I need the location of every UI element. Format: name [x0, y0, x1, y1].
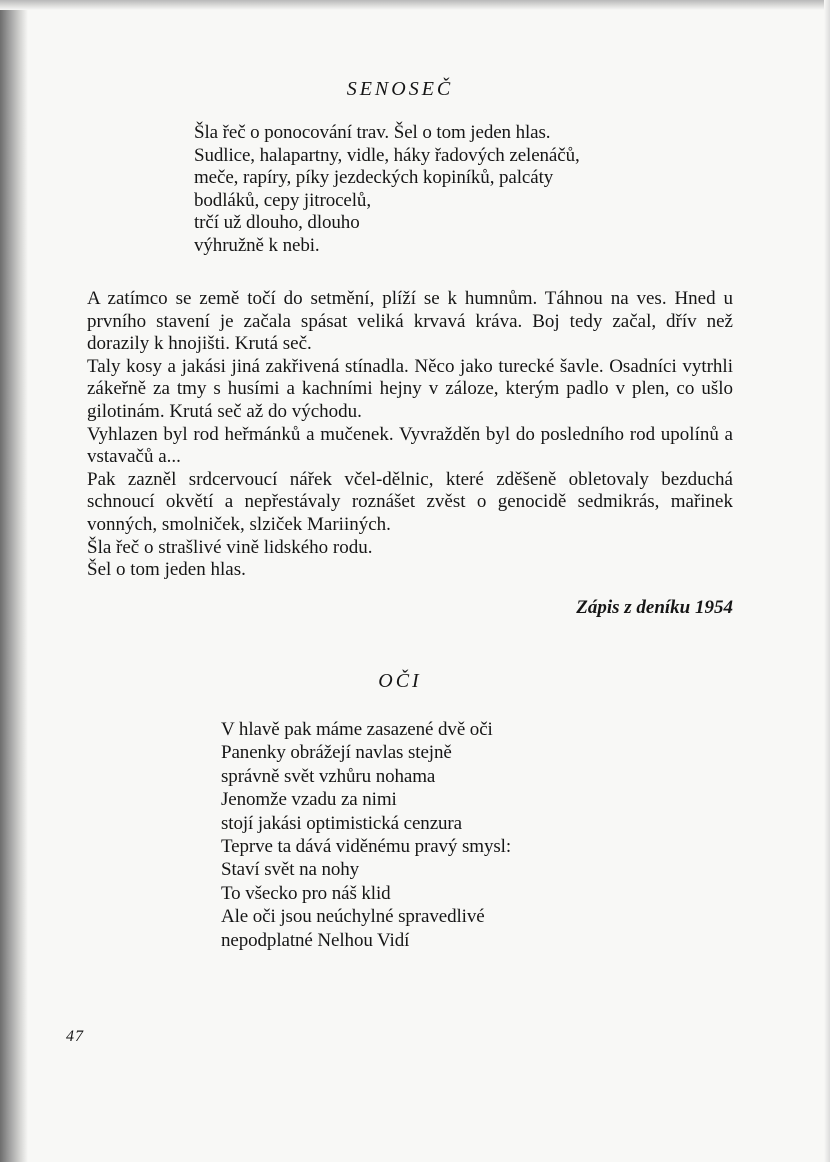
poem1-title: SENOSEČ [346, 78, 454, 100]
prose-paragraph: Šla řeč o strašlivé vině lidského rodu. [87, 536, 373, 558]
verse-line: nepodplatné Nelhou Vidí [221, 929, 410, 951]
verse-line: Staví svět na nohy [221, 859, 360, 881]
verse-line: bodláků, cepy jitrocelů, [194, 189, 371, 211]
poem1-prose [87, 288, 733, 582]
verse-line: Teprve ta dává viděnému pravý smysl: [221, 836, 512, 858]
right-edge-shadow [824, 0, 830, 1162]
verse-line: trčí už dlouho, dlouho [194, 212, 360, 234]
prose-paragraph: Šel o tom jeden hlas. [87, 559, 246, 581]
verse-line: výhružně k nebi. [194, 234, 320, 256]
prose-paragraph: Pak zazněl srdcervoucí nářek včel-dělnic, které zděšeně obletovaly bezduchá schnoucí okvětí a nepřestávaly roznášet zvěst o genocidě sedmikrás, mařinek vonných, smolniček, slziček Mariiných. [87, 468, 733, 535]
poem1-attribution: Zápis z deníku 1954 [576, 597, 733, 618]
verse-line: Jenomže vzadu za nimi [221, 789, 397, 811]
prose-paragraph: Vyhlazen byl rod heřmánků a mučenek. Vyvražděn byl do posledního rod upolínů a vstavačů a... [87, 423, 733, 468]
verse-line: Sudlice, halapartny, vidle, háky řadových zelenáčů, [194, 144, 580, 166]
poem2-verse [221, 718, 511, 952]
verse-line: Ale oči jsou neúchylné spravedlivé [221, 906, 485, 928]
verse-line: Panenky obrážejí navlas stejně [221, 742, 452, 764]
top-edge-shadow [0, 0, 830, 10]
verse-line: V hlavě pak máme zasazené dvě oči [221, 719, 493, 740]
verse-line: meče, rapíry, píky jezdeckých kopiníků, palcáty [194, 167, 554, 189]
verse-line: Šla řeč o ponocování trav. Šel o tom jeden hlas. [194, 122, 551, 143]
poem2-title: OČI [378, 670, 422, 692]
poem1-verse [194, 122, 580, 258]
prose-paragraph: A zatímco se země točí do setmění, plíží se k humnům. Táhnou na ves. Hned u prvního stavení je začala spásat veliká krvavá kráva. Boj tedy začal, dřív než dorazily k hnojišti. Krutá seč. [87, 288, 733, 355]
gutter-shadow [0, 0, 28, 1162]
verse-line: správně svět vzhůru nohama [221, 765, 436, 787]
verse-line: stojí jakási optimistická cenzura [221, 812, 462, 834]
page-number: 47 [66, 1028, 84, 1045]
prose-paragraph: Taly kosy a jakási jiná zakřivená stínadla. Něco jako turecké šavle. Osadníci vytrhli zákeřně za tmy s husími a kachními hejny v záloze, kterým padlo v plen, co ušlo gilotinám. Krutá seč až do východu. [87, 355, 733, 422]
verse-line: To všecko pro náš klid [221, 882, 391, 904]
